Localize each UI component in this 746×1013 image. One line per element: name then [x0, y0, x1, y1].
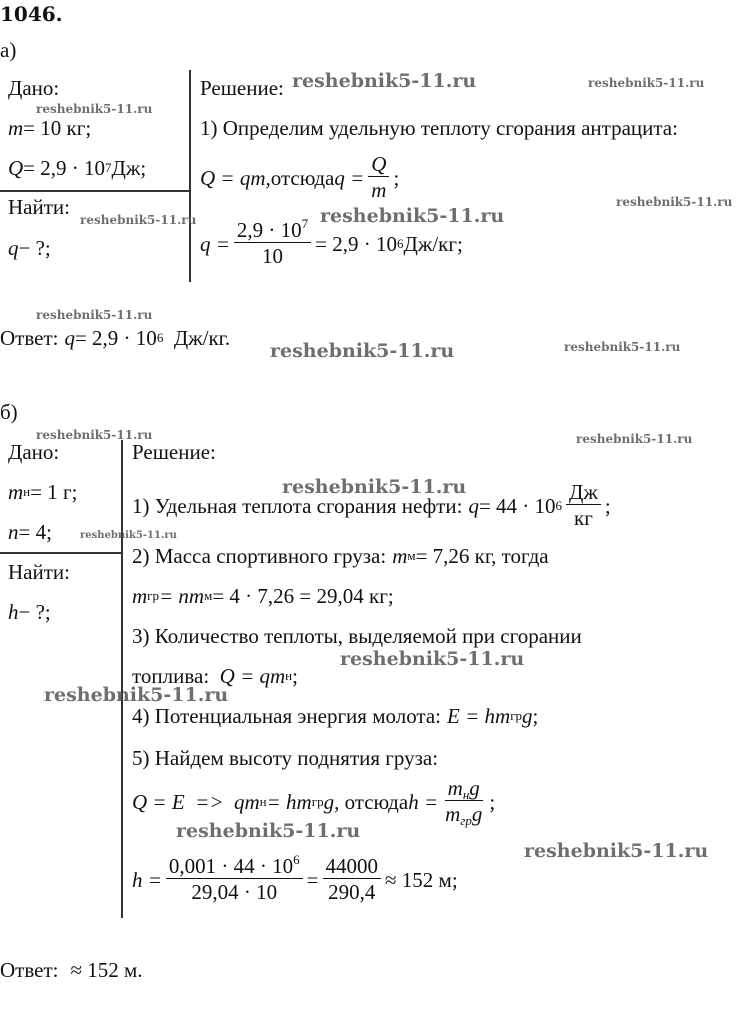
var: q [468, 493, 479, 518]
end: ; [489, 789, 496, 814]
expr: Q = E => qm [132, 789, 260, 814]
value: = 44 · 10 [478, 493, 556, 518]
var: m [392, 544, 408, 568]
end: ; [532, 704, 539, 728]
value: = 2,9 · 10 [74, 326, 157, 350]
calc-rhs: = 2,9 · 10 [315, 231, 398, 256]
formula-line [200, 152, 399, 203]
end: ; [292, 664, 298, 688]
numerator [445, 776, 483, 801]
step-5b: h = $\frac{0,001 \cdot 44 \cdot 10^6}{29,04 \cdot 10}$ = $\frac{44000}{290,4}$ ≈ 152 м; [132, 852, 458, 904]
answer-a: Ответ: q = 2,9 · 10 6 Дж/кг. [0, 326, 231, 350]
value: = 7,26 кг, тогда [415, 544, 549, 568]
part-b-label: б) [0, 400, 18, 424]
given-heat: Q = 2,9 · 10 7 Дж; [8, 156, 147, 180]
watermark: reshebnik5-11.ru [588, 76, 705, 90]
watermark: reshebnik5-11.ru [176, 820, 361, 842]
given-mass [8, 116, 91, 140]
denominator: кг [574, 506, 593, 530]
exponent: 7 [301, 216, 309, 231]
step-text: 4) Потенциальная энергия молота: [132, 704, 442, 728]
given-title: Дано: [8, 440, 60, 464]
expr: = hm [266, 789, 312, 814]
numerator: Q [368, 152, 389, 177]
step-2: 2) Масса спортивного груза: m м = 7,26 кг, тогда [132, 544, 549, 568]
denominator: 290,4 [328, 880, 376, 904]
part-a-label: а) [0, 38, 17, 62]
step-4: 4) Потенциальная энергия молота: E = hm гр g ; [132, 704, 539, 728]
var: m [8, 116, 24, 140]
calc-lhs: q = [200, 231, 230, 256]
watermark: reshebnik5-11.ru [524, 840, 709, 862]
given-divider-vertical [121, 440, 123, 918]
step-5: 5) Найдем высоту поднятия груза: [132, 746, 439, 770]
unit: Дж/кг. [163, 326, 231, 350]
value: − ?; [18, 600, 51, 624]
step-text: 2) Масса спортивного груза: [132, 544, 387, 568]
step-text: топлива: [132, 664, 220, 688]
find-value [8, 236, 51, 260]
den-g: g [471, 802, 483, 826]
var: q [8, 236, 19, 260]
watermark: reshebnik5-11.ru [564, 340, 681, 354]
given-divider-vertical [189, 70, 191, 282]
given-title: Дано: [8, 76, 60, 100]
denominator: 29,04 · 10 [191, 880, 278, 904]
watermark: reshebnik5-11.ru [340, 648, 525, 670]
solution-title: Решение: [200, 76, 284, 100]
solution-title: Решение: [132, 440, 216, 464]
formula-text: отсюда [270, 165, 335, 190]
text: , отсюда [334, 789, 409, 814]
var: m [132, 584, 148, 608]
fraction [442, 776, 485, 827]
watermark: reshebnik5-11.ru [36, 308, 153, 322]
fraction [166, 854, 303, 905]
num-var: m [447, 776, 463, 800]
given-divider-horizontal [0, 190, 190, 192]
step-1: 1) Определим удельную теплоту сгорания антрацита: [200, 116, 678, 140]
watermark: reshebnik5-11.ru [616, 195, 733, 209]
step-3b: топлива: Q = qm н ; [132, 664, 298, 688]
value: ≈ 152 м. [70, 958, 143, 982]
step-3: 3) Количество теплоты, выделяемой при сгорании [132, 624, 582, 648]
var: h = [132, 867, 162, 892]
result: ≈ 152 м; [385, 867, 458, 892]
given-count [8, 520, 52, 544]
numerator: Дж [566, 480, 601, 505]
calc-line: q = $\frac{2,9 \cdot 10^7}{10}$ = 2,9 · 10 6 Дж/кг; [200, 216, 463, 268]
watermark: reshebnik5-11.ru [80, 213, 197, 227]
fraction [323, 854, 382, 905]
fraction [234, 218, 311, 269]
answer-label: Ответ: [0, 958, 59, 982]
end: ; [393, 165, 400, 190]
step-5a: Q = E => qm н = hm гр g , отсюда h = $\frac{m_нg}{m_{гр}g}$ ; [132, 776, 496, 828]
var: g [323, 789, 335, 814]
step-2b: m гр = nm м = 4 · 7,26 = 29,04 кг; [132, 584, 394, 608]
expr: = nm [159, 584, 205, 608]
unit: Дж/кг; [403, 231, 463, 256]
value: − ?; [18, 236, 51, 260]
numerator [166, 854, 303, 879]
answer-b [0, 958, 143, 982]
formula-lhs: Q = qm, [200, 165, 271, 190]
num-text: 2,9 · 10 [236, 218, 302, 242]
problem-number: 1046. [0, 2, 63, 26]
watermark: reshebnik5-11.ru [270, 340, 455, 362]
var: q [64, 326, 75, 350]
watermark: reshebnik5-11.ru [80, 530, 177, 541]
num-g: g [469, 776, 480, 800]
step-1: 1) Удельная теплота сгорания нефти: q = 44 · 10 6 $\frac{Дж}{кг}$ ; [132, 480, 611, 530]
var: n [8, 520, 19, 544]
find-title: Найти: [8, 195, 70, 219]
var: m [8, 480, 24, 504]
watermark: reshebnik5-11.ru [44, 684, 229, 706]
watermark: reshebnik5-11.ru [282, 476, 467, 498]
den-var: m [445, 802, 461, 826]
denominator: m [371, 178, 387, 202]
watermark: reshebnik5-11.ru [36, 428, 153, 442]
find-value [8, 600, 51, 624]
formula-q: q = [334, 165, 365, 190]
unit-fraction [566, 480, 601, 531]
value: = 2,9 · 10 [23, 156, 106, 180]
watermark: reshebnik5-11.ru [320, 205, 505, 227]
var: g [522, 704, 533, 728]
step-text: 1) Удельная теплота сгорания нефти: [132, 493, 463, 518]
value: = 1 г; [30, 480, 78, 504]
subscript: н [462, 787, 470, 802]
fraction [368, 152, 389, 203]
find-title: Найти: [8, 560, 70, 584]
answer-label: Ответ: [0, 326, 59, 350]
expr: E = hm [447, 704, 511, 728]
unit: Дж; [111, 156, 147, 180]
watermark: reshebnik5-11.ru [292, 70, 477, 92]
exponent: 6 [293, 852, 300, 867]
watermark: reshebnik5-11.ru [36, 102, 153, 116]
expr: Q = qm [219, 664, 286, 688]
subscript: гр [460, 813, 472, 828]
value: = 4 · 7,26 = 29,04 кг; [212, 584, 394, 608]
denominator: 10 [262, 244, 284, 268]
numerator: 44000 [323, 854, 382, 879]
num-text: 0,001 · 44 · 10 [168, 854, 294, 878]
var: h [8, 600, 19, 624]
value: = 10 кг; [23, 116, 92, 140]
given-divider-horizontal [0, 552, 122, 554]
var: Q [8, 156, 24, 180]
value: = 4; [18, 520, 52, 544]
watermark: reshebnik5-11.ru [576, 432, 693, 446]
denominator [442, 801, 485, 827]
numerator [234, 218, 311, 243]
given-mass: m н = 1 г; [8, 480, 78, 504]
var: h = [408, 789, 439, 814]
end: ; [604, 493, 611, 518]
